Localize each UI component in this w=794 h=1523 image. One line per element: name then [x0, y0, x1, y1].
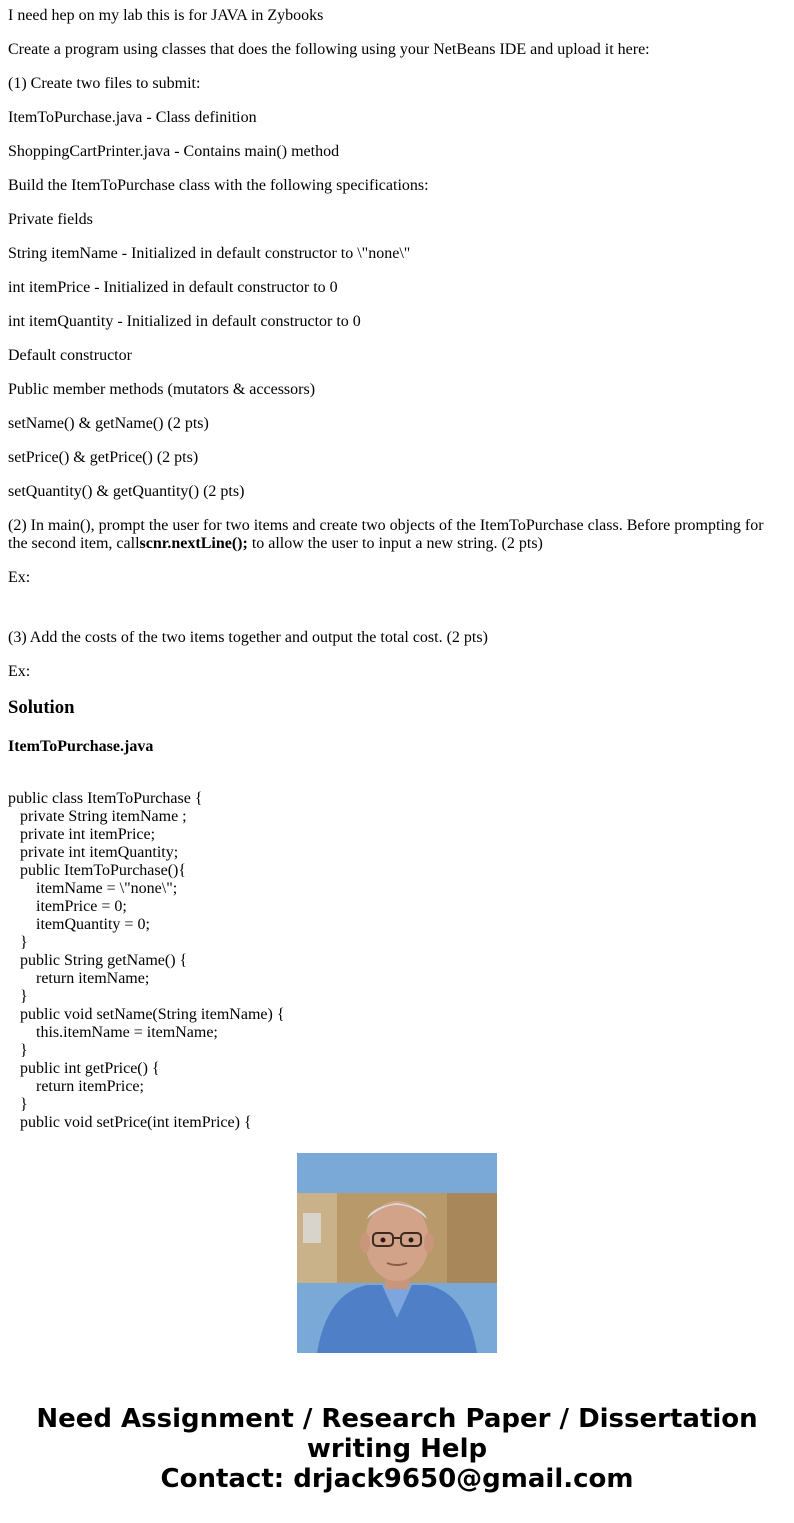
code-line: public class ItemToPurchase { [8, 790, 203, 807]
private-fields-text: Private fields [8, 211, 93, 228]
step2-after: to allow the user to input a new string. (2 pts) [247, 535, 543, 552]
method-price-text: setPrice() & getPrice() (2 pts) [8, 449, 199, 466]
build-text: Build the ItemToPurchase class with the following specifications: [8, 177, 429, 194]
step2-before: (2) In main(), prompt the user for two items and create two objects of the ItemToPurchase class. Before prompting for the second item, call [8, 517, 764, 552]
field-quantity-text: int itemQuantity - Initialized in default constructor to 0 [8, 313, 361, 330]
code-line: public int getPrice() { [8, 1060, 160, 1077]
code-line: return itemName; [8, 970, 150, 987]
default-constructor-text: Default constructor [8, 347, 132, 364]
method-quantity-text: setQuantity() & getQuantity() (2 pts) [8, 483, 245, 500]
code-line: } [8, 1096, 28, 1113]
solution-code-block [8, 790, 786, 1131]
code-line: public ItemToPurchase(){ [8, 862, 187, 879]
code-line: itemQuantity = 0; [8, 916, 150, 933]
file2-text: ShoppingCartPrinter.java - Contains main() method [8, 143, 340, 160]
code-line: private String itemName ; [8, 808, 187, 825]
code-line: private int itemPrice; [8, 826, 156, 843]
step2-code: scnr.nextLine(); [139, 535, 248, 552]
example1-label: Ex: [8, 569, 31, 586]
code-line: itemPrice = 0; [8, 898, 127, 915]
code-line: itemName = \"none\"; [8, 880, 178, 897]
solution-heading: Solution [8, 697, 75, 718]
promo-banner [0, 1404, 794, 1494]
code-line: public String getName() { [8, 952, 188, 969]
file1-text: ItemToPurchase.java - Class definition [8, 109, 257, 126]
method-name-text: setName() & getName() (2 pts) [8, 415, 209, 432]
promo-contact: Contact: drjack9650@gmail.com [160, 1464, 634, 1494]
example1-spacer [8, 603, 786, 629]
code-line: } [8, 988, 28, 1005]
public-methods-text: Public member methods (mutators & accessors) [8, 381, 316, 398]
step1-text: (1) Create two files to submit: [8, 75, 201, 92]
code-line: return itemPrice; [8, 1078, 144, 1095]
step2-text [8, 517, 786, 553]
code-line: public void setName(String itemName) { [8, 1006, 285, 1023]
code-line: } [8, 934, 28, 951]
promo-line-1: Need Assignment / Research Paper / Dissertation [36, 1404, 758, 1434]
task-text: Create a program using classes that does the following using your NetBeans IDE and upload it here: [8, 41, 650, 58]
code-line: private int itemQuantity; [8, 844, 179, 861]
code-line: public void setPrice(int itemPrice) { [8, 1114, 252, 1131]
solution-file-title: ItemToPurchase.java [8, 738, 154, 755]
question-content [8, 7, 786, 1131]
promo-line-2: writing Help [306, 1434, 488, 1464]
field-price-text: int itemPrice - Initialized in default constructor to 0 [8, 279, 338, 296]
step3-text: (3) Add the costs of the two items together and output the total cost. (2 pts) [8, 629, 488, 646]
code-line: } [8, 1042, 28, 1059]
field-name-text: String itemName - Initialized in default constructor to \"none\" [8, 245, 411, 262]
intro-text: I need hep on my lab this is for JAVA in Zybooks [8, 7, 324, 24]
example2-label: Ex: [8, 663, 31, 680]
solution-code [8, 790, 786, 1132]
person-portrait-icon [297, 1153, 497, 1353]
code-line: this.itemName = itemName; [8, 1024, 218, 1041]
